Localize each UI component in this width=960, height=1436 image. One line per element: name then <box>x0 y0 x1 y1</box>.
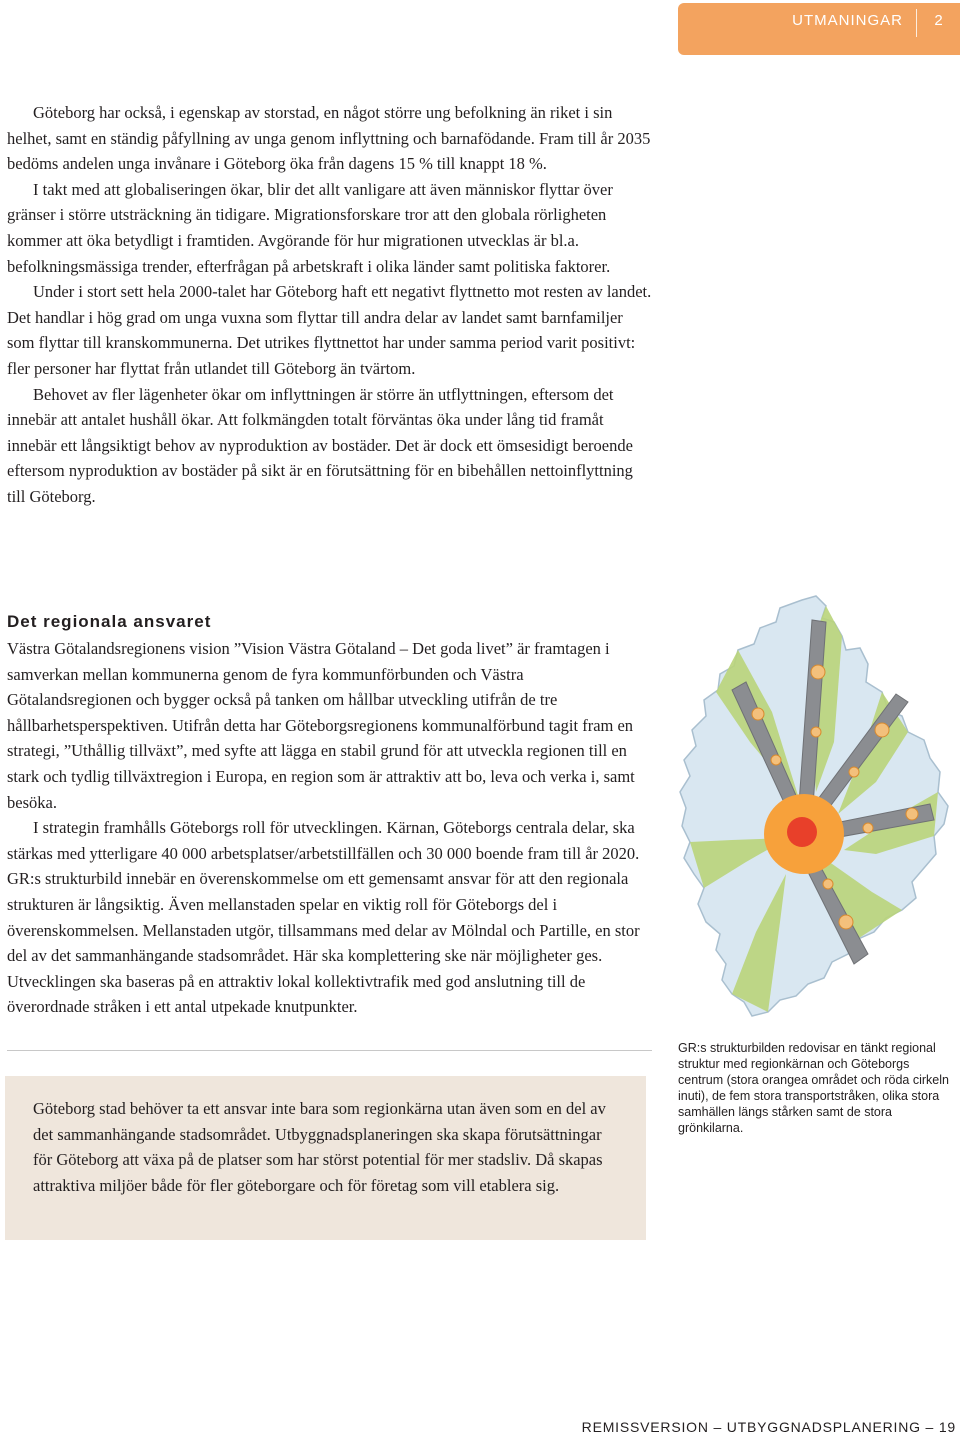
paragraph: Under i stort sett hela 2000-talet har Göteborg haft ett negativt flyttnetto mot resten av landet. Det handlar i hög grad om unga vuxna som flyttar till andra delar av landet samt barnfamiljer som flyttar till kranskommunerna. Det utrikes flyttnettot har under samma period varit positivt: fler personer har flyttat från utlandet till Göteborg än tvärtom. <box>7 282 652 378</box>
paragraph: Göteborg har också, i egenskap av storstad, en något större ung befolkning än riket i sin helhet, samt en ständig påfyllning av unga genom inflyttning och barnafödande. Fram till år 2035 bedöms andelen unga invånare i Göteborg öka från dagens 15 % till knappt 18 %. <box>7 103 651 174</box>
settlement <box>875 723 889 737</box>
settlement <box>823 879 833 889</box>
regional-section <box>7 610 652 1020</box>
structure-map-illustration <box>676 592 960 1028</box>
paragraph: Västra Götalandsregionens vision ”Vision Västra Götaland – Det goda livet” är framtagen i samverkan mellan kommunerna genom de fyra kommunförbunden och Västra Götalandsregionen och bygger också på tanken om hållbar utveckling utifrån de tre hållbarhetsperspektiven. Utifrån detta har Göteborgsregionens kommunalförbund tagit fram en strategi, ”Uthållig tillväxt”, med syfte att lägga en stabil grund för att utveckla regionen till en stark och tydlig tillväxtregion i Europa, en region som är attraktiv att bo, leva och verka i, samt besöka. <box>7 639 635 812</box>
settlement <box>811 665 825 679</box>
settlement <box>863 823 873 833</box>
settlement <box>811 727 821 737</box>
map-caption: GR:s strukturbilden redovisar en tänkt regional struktur med regionkärnan och Göteborgs centrum (stora orangea området och röda cirkeln inuti), de fem stora transportstråken, olika stora samhällen längs stårken samt de stora grönkilarna. <box>678 1041 949 1135</box>
paragraph: I takt med att globaliseringen ökar, blir det allt vanligare att även människor flyttar över gränser i större utsträckning än tidigare. Migrationsforskare tror att den globala rörligheten kommer att öka betydligt i framtiden. Avgörande för hur migrationen utvecklas är bl.a. befolkningsmässiga trender, efterfrågan på arbetskraft i olika länder samt politiska faktorer. <box>7 179 613 276</box>
paragraph: I strategin framhålls Göteborgs roll för utvecklingen. Kärnan, Göteborgs centrala delar, ska stärkas med ytterligare 40 000 arbetsplatser/arbetstillfällen och 30 000 boende fram till år 2020. GR:s strukturbild innebär en överenskommelse om ett gemensamt ansvar för att den regionala strukturen är långsiktig. Även mellanstaden spelar en viktig roll för Göteborgs del i överenskommelsen. Mellanstaden utgör, tillsammans med delar av Mölndal och Partille, en stor del av det sammanhängande stadsområdet. Här ska komplettering ske när möjligheter ges. Utvecklingen ska baseras på en attraktiv lokal kollektivtrafik med god anslutning till de överordnade stråken i ett antal utpekade knutpunkter. <box>7 818 640 1017</box>
callout-text: Göteborg stad behöver ta ett ansvar inte bara som regionkärna utan även som en del av det sammanhängande stadsområdet. Utbyggnadsplaneringen ska skapa förutsättningar för Göteborg att växa på de platser som har störst potential för mer stadsliv. Då skapas attraktiva miljöer både för fler göteborgare och för företag som vill etablera sig. <box>33 1099 606 1195</box>
callout-box <box>5 1076 646 1240</box>
section-number: 2 <box>934 12 943 29</box>
page-footer: REMISSVERSION – UTBYGGNADSPLANERING – 19 <box>581 1419 956 1435</box>
divider-line <box>7 1050 652 1051</box>
intro-text <box>7 100 652 510</box>
settlement <box>906 808 918 820</box>
settlement <box>752 708 764 720</box>
settlement <box>771 755 781 765</box>
settlement <box>839 915 853 929</box>
city-centre <box>787 817 817 847</box>
section-label: UTMANINGAR <box>792 12 903 29</box>
paragraph: Behovet av fler lägenheter ökar om inflyttningen är större än utflyttningen, eftersom det innebär att antalet hushåll ökar. Att folkmängden totalt förväntas öka under lång tid framåt innebär ett långsiktigt behov av nyproduktion av bostäder. Det är dock ett ömsesidigt beroende eftersom nyproduktion av bostäder på sikt är en förutsättning för en bibehållen nettoinflyttning till Göteborg. <box>7 384 633 506</box>
settlement <box>849 767 859 777</box>
section-heading: Det regionala ansvaret <box>7 612 212 631</box>
section-tab <box>678 3 960 55</box>
